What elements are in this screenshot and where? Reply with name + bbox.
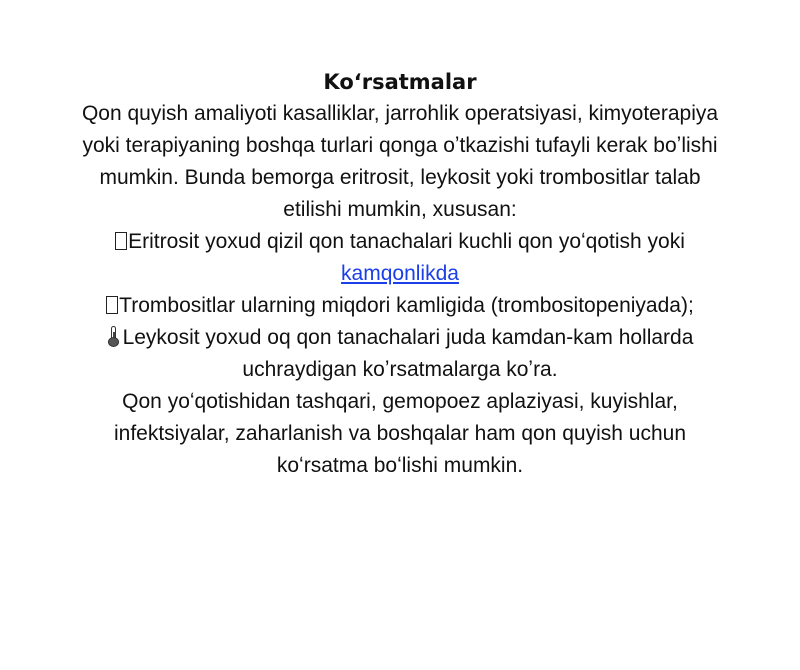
- list-item-text: Leykosit yoxud oq qon tanachalari juda kamdan-kam hollarda uchraydigan koʼrsatmalarga koʼra.: [122, 326, 694, 381]
- list-item-erythrocytes: [70, 226, 730, 290]
- thermometer-icon: [107, 325, 121, 347]
- list-item-platelets: [70, 290, 730, 322]
- article-content: [70, 66, 730, 482]
- intro-paragraph: Qon quyish amaliyoti kasalliklar, jarrohlik operatsiyasi, kimyoterapiya yoki terapiyaning boshqa turlari qonga oʼtkazishi tufayli kerak boʼlishi mumkin. Bunda bemorga eritrosit, leykosit yoki trombositlar talab etilishi mumkin, xususan:: [81, 102, 719, 221]
- anemia-link[interactable]: kamqonlikda: [341, 262, 459, 285]
- list-item-leukocytes: [70, 322, 730, 386]
- list-item-text: Eritrosit yoxud qizil qon tanachalari kuchli qon yoʻqotish yoki: [128, 230, 685, 253]
- missing-glyph-icon: [115, 232, 127, 250]
- list-item-text: Trombositlar ularning miqdori kamligida (trombositopeniyada);: [119, 294, 694, 317]
- missing-glyph-icon: [106, 296, 118, 314]
- closing-paragraph: Qon yoʻqotishidan tashqari, gemopoez aplaziyasi, kuyishlar, infektsiyalar, zaharlanish va boshqalar ham qon quyish uchun koʻrsatma boʻlishi mumkin.: [113, 390, 686, 477]
- section-title: Koʻrsatmalar: [323, 70, 477, 94]
